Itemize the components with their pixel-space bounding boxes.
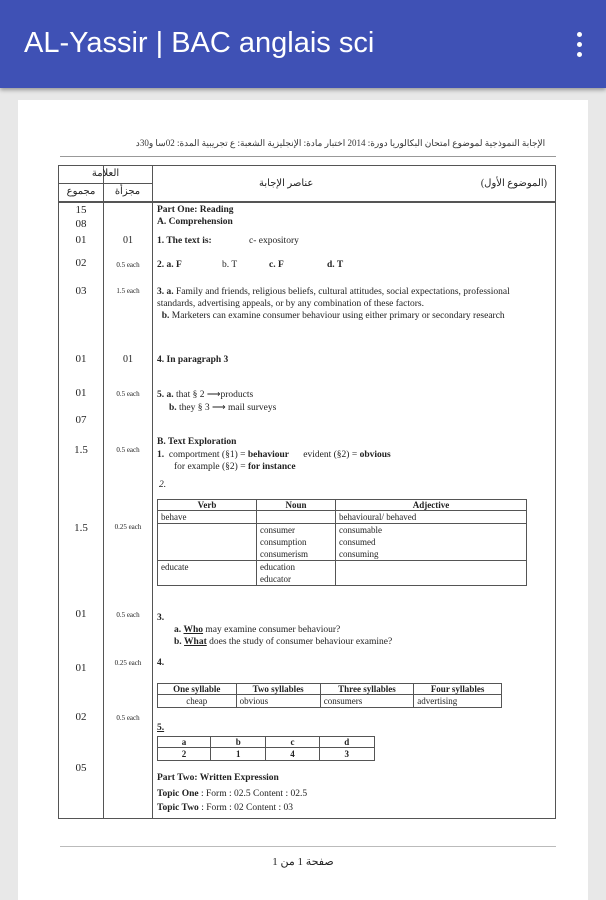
q4: 4. In paragraph 3 [157,355,229,365]
document-page [18,100,588,900]
app-title: AL-Yassir | BAC anglais sci [24,27,375,59]
partial-mark: 0.5 each [116,611,140,619]
cell: educate [158,561,257,586]
document-header: الإجابة النموذجية لموضوع امتحان البكالوريا دورة: 2014 اختبار مادة: الإنجليزية الشعبة: ع تجريبية المدة: 02سا و30د [135,138,546,148]
col-header: Adjective [336,500,527,511]
cell: 4 [266,748,319,761]
partial-mark: 0.25 each [114,659,142,667]
cell: consumer consumption consumerism [257,524,336,561]
q2-c: c. F [269,260,284,270]
total-mark: 15 [75,204,87,216]
col-header: Two syllables [236,684,320,695]
topic-two-label: Topic Two [157,803,199,813]
q5a-ref: that § 2 [176,390,205,400]
exploration-title: B. Text Exploration [157,437,237,447]
total-mark: 02 [75,711,87,723]
cell [257,511,336,524]
q3b-answer: Marketers can examine consumer behaviour using either primary or secondary research [171,311,505,321]
topic-two-marks: : Form : 02 Content : 03 [198,803,294,813]
e1-b: evident (§2) = [303,450,360,460]
e3a-question: may examine consumer behaviour? [203,625,341,635]
total-mark: 01 [75,662,87,674]
cell: obvious [236,695,320,708]
total-mark: 01 [75,608,87,620]
q5b-label: b. [169,403,177,413]
part-two-title: Part Two: Written Expression [157,773,279,783]
total-header: مجموع [66,186,96,197]
col-header: Verb [158,500,257,511]
cell: education educator [257,561,336,586]
total-mark: 01 [75,387,87,399]
e1-a: comportment (§1) = [168,450,248,460]
q5a-answer: products [220,390,254,400]
e1-a-answer: behaviour [247,450,290,460]
header-divider [60,156,556,157]
cell: consumable consumed consuming [336,524,527,561]
e1-label: 1. [157,450,165,460]
total-mark: 1.5 [74,444,88,456]
q2-d: d. T [327,260,344,270]
total-mark: 01 [75,353,87,365]
arrow-icon: ⟶ [206,390,221,400]
total-mark: 05 [75,762,87,774]
cell: consumers [320,695,414,708]
word-family-table [157,499,527,586]
cell: 2 [158,748,211,761]
e1-c: for example (§2) = [174,462,248,472]
e4-label: 4. [157,658,165,668]
q2-a: 2. a. F [157,260,182,270]
topic-one-marks: : Form : 02.5 Content : 02.5 [198,789,308,799]
more-vert-icon[interactable] [572,32,586,58]
q1: 1. The text is: [157,236,212,246]
e3b-word: What [184,637,207,647]
q3a-label: 3. a. [157,287,174,297]
partial-header: مجزأة [114,186,141,197]
partial-mark: 01 [123,354,133,365]
answer-table [58,165,556,819]
col-header: One syllable [158,684,237,695]
partial-mark: 01 [123,235,133,246]
answer-elements-header: عناصر الإجابة [259,178,314,189]
col-header: Four syllables [414,684,502,695]
part-one-title: Part One: Reading [157,205,234,215]
topic-one-label: Topic One [157,789,199,799]
page-number: صفحة 1 من 1 [272,856,334,868]
col-header: d [319,737,374,748]
cell [158,524,257,561]
total-mark: 02 [75,257,87,269]
e1-b-answer: obvious [359,450,391,460]
partial-mark: 0.5 each [116,714,140,722]
partial-mark: 0.5 each [116,390,140,398]
e3b-question: does the study of consumer behaviour examine? [206,637,393,647]
total-mark: 08 [75,218,87,230]
arrow-icon: ⟶ [212,403,226,413]
comprehension-title: A. Comprehension [157,217,233,227]
col-header: Noun [257,500,336,511]
e3-label: 3. [157,613,165,623]
partial-mark: 0.5 each [116,261,140,269]
cell [336,561,527,586]
e3a-label: a. [174,625,182,635]
cell: 3 [319,748,374,761]
cell: cheap [158,695,237,708]
e3b-label: b. [174,637,182,647]
col-header: c [266,737,319,748]
cell: behavioural/ behaved [336,511,527,524]
q3a-answer: Family and friends, religious beliefs, cultural attitudes, social expectations, professional standards, advertising appeals, or by any combination of these factors. [157,287,510,309]
q2-b: b. T [222,260,238,270]
marks-header: العلامة [91,168,120,179]
partial-mark: 1.5 each [116,287,140,295]
total-mark: 07 [75,414,87,426]
total-mark: 01 [75,234,87,246]
e3a-word: Who [183,625,204,635]
topic-header: (الموضوع الأول) [480,178,547,189]
cell: 1 [211,748,266,761]
col-header: a [158,737,211,748]
order-table [157,736,375,761]
total-mark: 03 [75,285,87,297]
app-bar [0,0,606,88]
col-header: Three syllables [320,684,414,695]
e1-c-answer: for instance [247,462,296,472]
col-header: b [211,737,266,748]
syllable-table [157,683,502,708]
partial-mark: 0.5 each [116,446,140,454]
q5a-label: 5. a. [157,390,174,400]
cell: behave [158,511,257,524]
footer-divider [60,846,556,847]
q5b-ref: they § 3 [179,403,210,413]
q5b-answer: mail surveys [228,403,277,413]
e2-label: 2. [159,480,167,490]
partial-mark: 0.25 each [114,523,142,531]
e5-label: 5. [157,723,165,733]
q1-answer: c- expository [249,236,299,246]
total-mark: 1.5 [74,522,88,534]
cell: advertising [414,695,502,708]
q3b-label: b. [161,311,170,321]
